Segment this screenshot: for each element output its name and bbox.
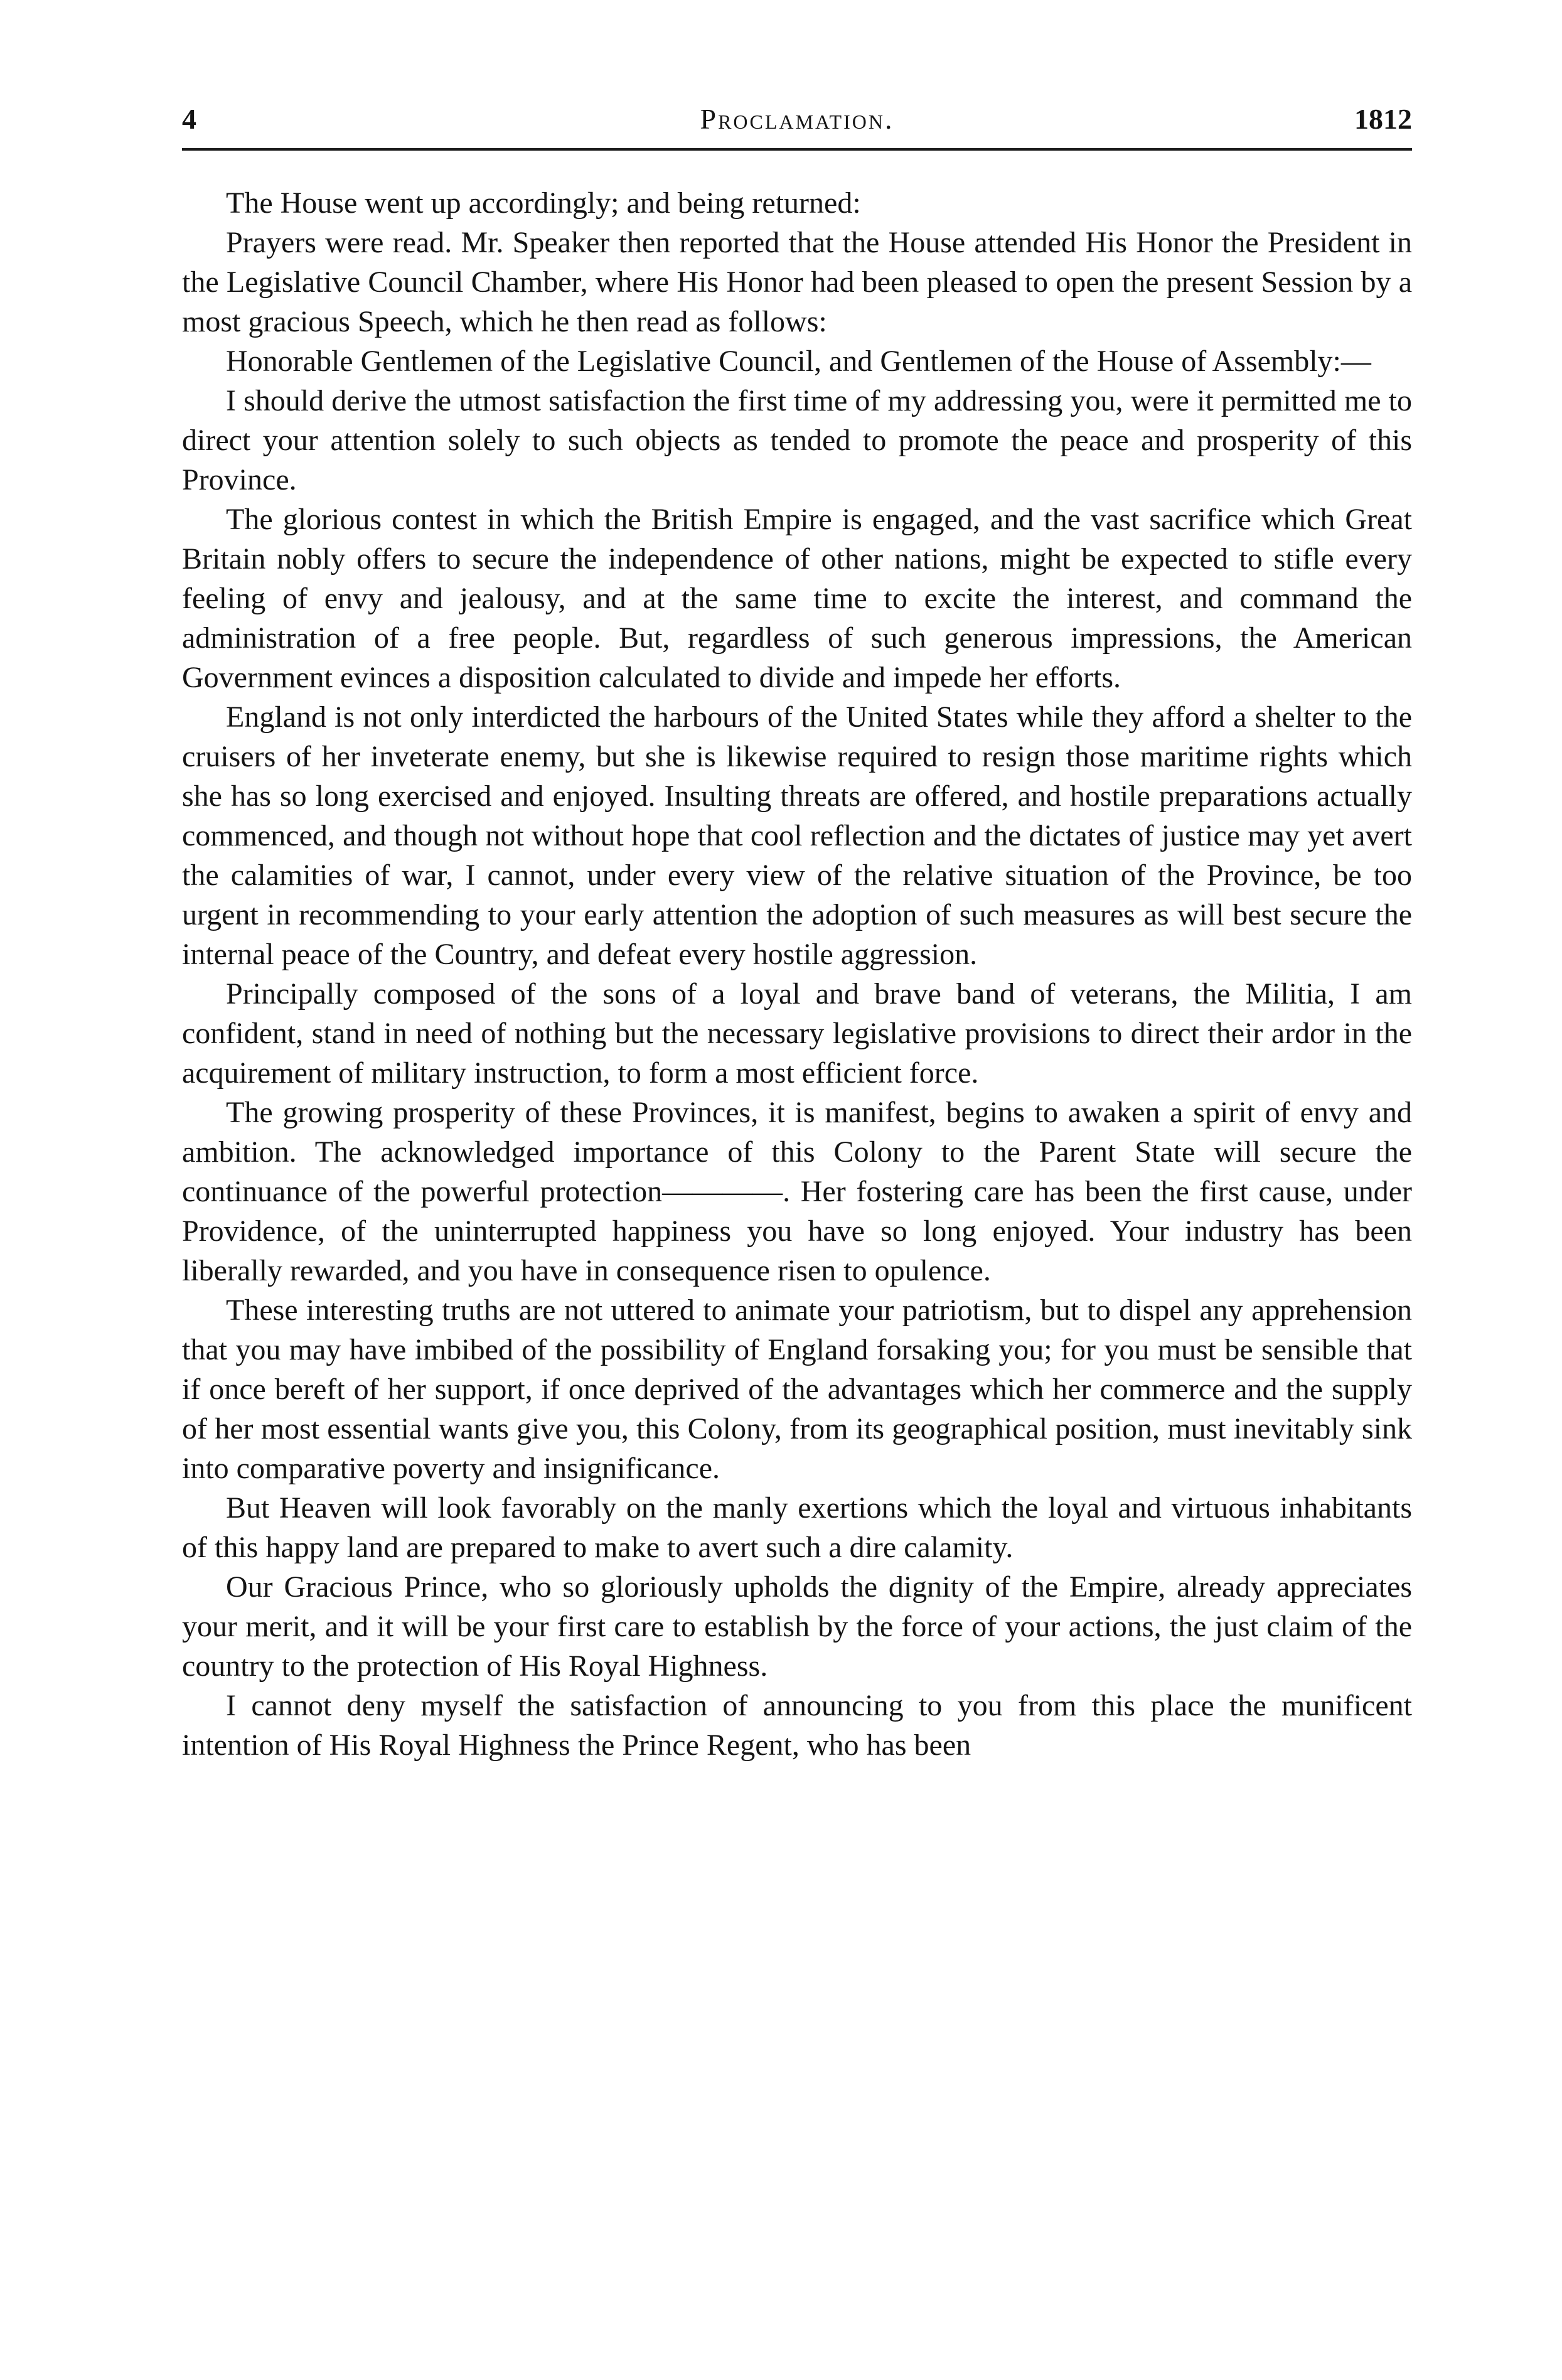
document-page (182, 94, 1412, 1765)
paragraph: I cannot deny myself the satisfaction of announcing to you from this place the munificent intention of His Royal Highness the Prince Regent, who has been (182, 1689, 1412, 1762)
paragraph: These interesting truths are not uttered to animate your patriotism, but to dispel any apprehension that you may have imbibed of the possibility of England forsaking you; for you must be sensible that if once bereft of her support, if once deprived of the advantages which her commerce and the supply of her most essential wants give you, this Colony, from its geographical position, must inevitably sink into comparative poverty and insignificance. (182, 1294, 1412, 1485)
running-head (182, 94, 1412, 144)
paragraph: Honorable Gentlemen of the Legislative Council, and Gentlemen of the House of Assembly:— (226, 345, 1371, 378)
paragraph: The growing prosperity of these Provinces, it is manifest, begins to awaken a spirit of envy and ambition. The acknowledged importance of this Colony to the Parent State will secure the continuance of the powerful protection————. Her fostering care has been the first cause, under Providence, of the uninterrupted happiness you have so long enjoyed. Your industry has been liberally rewarded, and you have in consequence risen to opulence. (182, 1096, 1412, 1287)
paragraph: The House went up accordingly; and being returned: (226, 186, 861, 220)
running-title: Proclamation. (700, 103, 894, 135)
paragraph: I should derive the utmost satisfaction the first time of my addressing you, were it permitted me to direct your attention solely to such objects as tended to promote the peace and prosperity of this Province. (182, 384, 1412, 496)
header-year: 1812 (1354, 103, 1412, 135)
page-number: 4 (182, 103, 196, 135)
paragraph: Principally composed of the sons of a loyal and brave band of veterans, the Militia, I am confident, stand in need of nothing but the necessary legislative provisions to direct their ardor in the acquirement of military instruction, to form a most efficient force. (182, 977, 1412, 1090)
paragraph: Prayers were read. Mr. Speaker then reported that the House attended His Honor the President in the Legislative Council Chamber, where His Honor had been pleased to open the present Session by a most gracious Speech, which he then read as follows: (182, 226, 1412, 338)
paragraph: But Heaven will look favorably on the manly exertions which the loyal and virtuous inhabitants of this happy land are prepared to make to avert such a dire calamity. (182, 1491, 1412, 1564)
body-text (182, 183, 1412, 1765)
paragraph: England is not only interdicted the harbours of the United States while they afford a shelter to the cruisers of her inveterate enemy, but she is likewise required to resign those maritime rights which she has so long exercised and enjoyed. Insulting threats are offered, and hostile preparations actually commenced, and though not without hope that cool reflection and the dictates of justice may yet avert the calamities of war, I cannot, under every view of the relative situation of the Province, be too urgent in recommending to your early attention the adoption of such measures as will best secure the internal peace of the Country, and defeat every hostile aggression. (182, 700, 1412, 971)
header-rule (182, 148, 1412, 151)
paragraph: Our Gracious Prince, who so gloriously upholds the dignity of the Empire, already appreciates your merit, and it will be your first care to establish by the force of your actions, the just claim of the country to the protection of His Royal Highness. (182, 1570, 1412, 1683)
paragraph: The glorious contest in which the British Empire is engaged, and the vast sacrifice which Great Britain nobly offers to secure the independence of other nations, might be expected to stifle every feeling of envy and jealousy, and at the same time to excite the interest, and command the administration of a free people. But, regardless of such generous impressions, the American Government evinces a disposition calculated to divide and impede her efforts. (182, 503, 1412, 694)
